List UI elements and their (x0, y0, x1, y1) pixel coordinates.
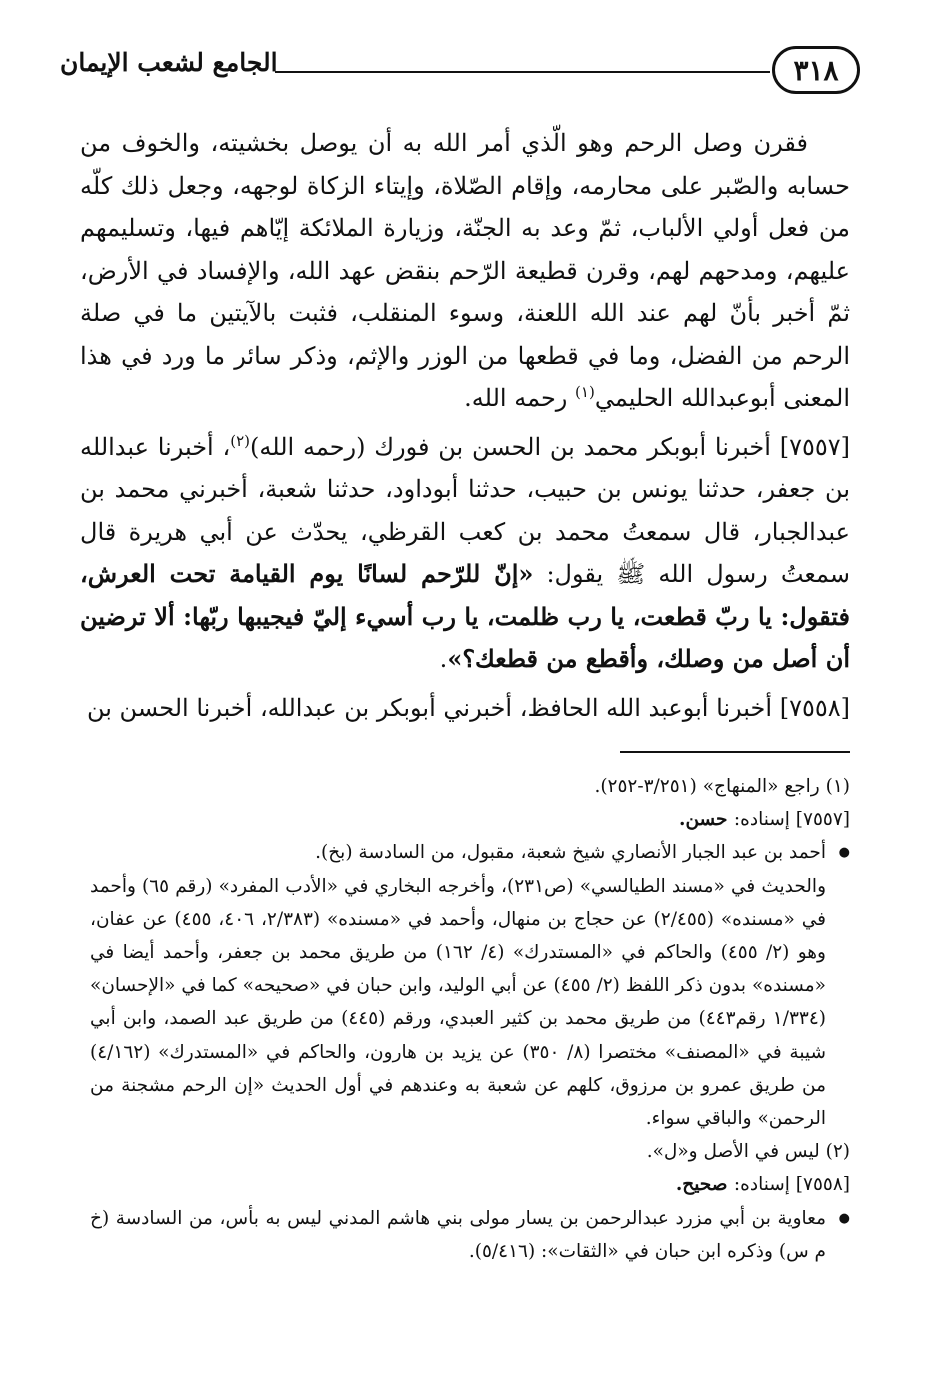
footnote-divider (620, 751, 850, 753)
hadith-7558 (80, 687, 850, 730)
footnote-1: (١) راجع «المنهاج» (٣/٢٥١-٢٥٢). (594, 776, 850, 797)
footnote-ref-2: (٢) (230, 431, 251, 450)
footnote-2: (٢) ليس في الأصل و«ل». (646, 1141, 850, 1163)
hadith-end: . (439, 645, 448, 673)
paragraph-text: فقرن وصل الرحم وهو الّذي أمر الله به أن يوصل بخشيته، والخوف من حسابه والصّبر على محارمه، وإقام الصّلاة، وإيتاء الزكاة لوجهه، وجعل ذلك كلّه من فعل أولي الألباب، ثمّ وعد به الجنّة، وزيارة الملائكة إيّاهم فيها، وتسليمهم عليهم، ومدحهم لهم، وقرن قطيعة الرّحم بنقض عهد الله، والإفساد في الأرض، ثمّ أخبر بأنّ لهم عند الله اللعنة، وسوء المنقلب، فثبت بالآيتين ما في صلة الرحم من الفضل، وما في قطعها من الوزر والإثم، وذكر سائر ما ورد في هذا المعنى أبوعبدالله الحليمي (80, 129, 850, 412)
paragraph-commentary (80, 122, 850, 420)
isnad-label: [٧٥٥٧] إسناده: (733, 809, 850, 831)
footnote-ref-1: (١) (575, 383, 595, 401)
hadith-number: [٧٥٥٧] (779, 432, 850, 461)
footnote-7558-heading (90, 1168, 850, 1201)
footnote-7558-narrator: ● معاوية بن أبي مزرد عبدالرحمن بن يسار مولى بني هاشم المدني ليس به بأس، من السادسة (خ م س) وذكره ابن حبان في «الثقات»: (٥/٤١٦). (90, 1202, 850, 1268)
footnote-7557-narrator: ● أحمد بن عبد الجبار الأنصاري شيخ شعبة، مقبول، من السادسة (بخ). (90, 836, 850, 869)
isnad-text: أخبرنا أبوبكر محمد بن الحسن بن فورك (رحمه الله) (250, 432, 780, 461)
footnote-7557-heading (90, 803, 850, 836)
page-header (60, 36, 860, 106)
isnad-label: [٧٥٥٨] إسناده: (733, 1174, 850, 1196)
isnad-grade: حسن. (679, 809, 734, 831)
header-rule (275, 71, 770, 73)
hadith-matn: «إنّ للرّحم لسانًا يوم القيامة تحت العرش، فتقول: يا ربّ قطعت، يا رب ظلمت، يا رب أسيء إليّ فيجيبها ربّها: ألا ترضين أن أصل من وصلك، وأقطع من قطعك؟» (80, 559, 850, 673)
isnad-text: أخبرنا أبوعبد الله الحافظ، أخبرني أبوبكر بن عبدالله، أخبرنا الحسن بن (86, 693, 780, 722)
isnad-text-cont: ، أخبرنا عبدالله بن جعفر، حدثنا يونس بن حبيب، حدثنا أبوداود، حدثنا شعبة، أخبرني محمد بن عبدالجبار، قال سمعتُ محمد بن كعب القرظي، يحدّث عن أبي هريرة قال سمعتُ رسول الله ﷺ يقول: (80, 432, 850, 588)
book-title: الجامع لشعب الإيمان (60, 48, 278, 77)
paragraph-end: رحمه الله. (464, 384, 576, 412)
hadith-number: [٧٥٥٨] (779, 693, 850, 722)
page-number: ٣١٨ (772, 46, 860, 94)
isnad-grade: صحيح. (675, 1174, 734, 1196)
main-text (80, 122, 850, 735)
hadith-7557 (80, 426, 850, 681)
footnotes (90, 770, 850, 1268)
footnote-7557-takhrij: والحديث في «مسند الطيالسي» (ص٢٣١)، وأخرجه البخاري في «الأدب المفرد» (رقم ٦٥) وأحمد في «مسنده» (٢/٤٥٥) عن حجاج بن منهال، وأحمد في «مسنده» (٢/٣٨٣، ٤٠٦، ٤٥٥) عن عفان، وهو (٢/ ٤٥٥) والحاكم في «المستدرك» (٤/ ١٦٢) من طريق محمد بن جعفر، وأحمد أيضا في «مسنده» بدون ذكر اللفظ (٢/ ٤٥٥) عن أبي الوليد، وابن حبان في «صحيحه» كما في «الإحسان» (١/٣٣٤ رقم٤٤٣) من طريق محمد بن كثير العبدي، ورقم (٤٤٥) من طريق عبد الصمد، وابن أبي شيبة في «المصنف» مختصرا (٨/ ٣٥٠) عن يزيد بن هارون، والحاكم في «المستدرك» (٤/١٦٢) من طريق عمرو بن مرزوق، كلهم عن شعبة به وعندهم في أول الحديث «إن الرحم مشجنة من الرحمن» والباقي سواء. (90, 875, 827, 1130)
